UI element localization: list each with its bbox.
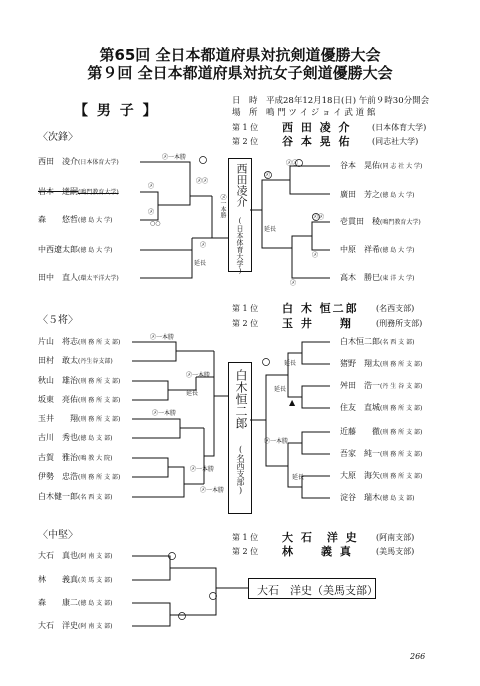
gosho-right-player-5: 近藤 徹(刑 務 所 支 部) — [340, 427, 423, 436]
gosho-mark-ippon2: ㋱一本勝 — [186, 372, 211, 379]
gosho-mark-ippon1: ㋱一本勝 — [150, 334, 175, 341]
gosho-rank1-aff: (名西支部) — [376, 304, 415, 313]
chuken-left-player-1: 大石 真也(阿 南 支 部) — [38, 551, 113, 560]
jiho-right-player-5: 高木 勝巳(東 洋 大 学) — [340, 273, 415, 282]
gosho-left-player-2: 田村 敢太(丹生谷支部) — [38, 356, 113, 365]
gosho-left-player-1: 片山 将志(刑 務 所 支 部) — [38, 337, 121, 346]
jiho-rank2-place: 第 2 位 — [232, 137, 259, 146]
jiho-right-player-2: 廣田 芳之(徳 島 大 学) — [340, 190, 415, 199]
gosho-rank2-aff: (刑務所支部) — [376, 319, 423, 328]
gosho-left-player-9: 白木健一郎(名 西 支 部) — [38, 492, 113, 501]
gosho-winner-aff: (名西支部) — [236, 445, 245, 495]
jiho-right-player-1: 谷本 晃佑(同 志 社 大 学) — [340, 161, 423, 170]
chuken-rank1-name: 大 石 洋 史 — [282, 531, 359, 544]
gosho-right-player-3: 舛田 浩一(丹 生 谷 支 部) — [340, 381, 423, 390]
jiho-right-player-3: 壱貫田 稜(鳴門教育大学) — [340, 217, 421, 226]
gosho-rank1-place: 第 1 位 — [232, 304, 259, 313]
chuken-rank1-place: 第 1 位 — [232, 533, 259, 542]
gosho-left-player-6: 古川 秀也(徳 島 支 部) — [38, 433, 113, 442]
section-label-gosho: 〈５将〉 — [38, 315, 78, 326]
gosho-left-player-4: 坂東 亮佑(刑 務 所 支 部) — [38, 395, 121, 404]
jiho-mark-final-ippon: ㋱一本勝 — [219, 194, 226, 218]
jiho-mark-m4: ㋱ — [148, 209, 155, 216]
jiho-left-player-4: 中西遼太郎(徳 島 大 学) — [38, 245, 113, 254]
gosho-right-player-7: 大原 海矢(刑 務 所 支 部) — [340, 471, 423, 480]
chuken-rank1-aff: (阿南支部) — [376, 533, 415, 542]
gosho-right-player-4: 住友 直城(刑 務 所 支 部) — [340, 403, 423, 412]
gosho-right-bracket — [250, 342, 330, 498]
gender-heading: 【 男 子 】 — [74, 103, 159, 119]
gosho-winner-name: 白木恒二郎 — [234, 369, 248, 429]
jiho-right-player-4: 中原 祥希(徳 島 大 学) — [340, 245, 415, 254]
section-label-chuken: 〈中堅〉 — [38, 530, 78, 541]
event-venue: 場 所 鳴 門 ツ イ ジ ョ イ 武 道 館 — [232, 108, 376, 118]
chuken-rank2-name: 林 義 真 — [282, 545, 353, 558]
gosho-mark-enchou-r1: 延長 — [284, 360, 297, 367]
title-line-2: 第９回 全日本都道府県対抗女子剣道優勝大会 — [87, 64, 393, 82]
gosho-mark-triangle: ▲ — [289, 398, 296, 407]
gosho-left-player-3: 秋山 雄治(刑 務 所 支 部) — [38, 376, 121, 385]
page-number: 266 — [410, 652, 426, 661]
gosho-right-player-1: 白木恒二郎(名 西 支 部) — [340, 337, 415, 346]
jiho-mark-m7: ㋱㋱ — [286, 160, 299, 167]
jiho-rank1-place: 第 1 位 — [232, 123, 259, 132]
jiho-left-player-1: 西田 凌介(日本体育大学) — [38, 157, 119, 166]
jiho-mark-m11: ㋱㋱ — [312, 214, 325, 221]
jiho-mark-m3: ㋱ — [148, 183, 155, 190]
jiho-mark-enchou-right: 延長 — [264, 226, 277, 233]
gosho-mark-ippon3: ㋱一本勝 — [152, 410, 177, 417]
jiho-rank2-aff: (同志社大学) — [372, 137, 419, 146]
gosho-left-bracket — [132, 342, 228, 497]
jiho-mark-m8: ㋱ — [264, 172, 271, 179]
gosho-left-player-5: 玉井 翔(刑 務 所 支 部) — [38, 414, 121, 423]
jiho-right-bracket — [250, 166, 330, 278]
jiho-rank1-name: 西 田 凌 介 — [282, 121, 352, 134]
jiho-mark-m1: ㋱㋱ — [196, 178, 209, 185]
jiho-winner-aff: (日本体育大学) — [236, 217, 244, 275]
chuken-winner-name: 大石 洋史（美馬支部） — [257, 584, 378, 597]
title-line-1: 第65回 全日本都道府県対抗剣道優勝大会 — [99, 46, 381, 64]
jiho-left-player-2: 岩本 達嗣(鳴門教育大学) — [38, 187, 119, 196]
jiho-mark-m12: ○○ — [150, 220, 161, 227]
chuken-rank2-aff: (美馬支部) — [376, 547, 415, 556]
gosho-mark-enchou-r3: 延長 — [292, 474, 305, 481]
jiho-mark-m9: ㋱ — [312, 252, 319, 259]
jiho-mark-enchou-left: 延長 — [194, 260, 207, 267]
jiho-rank2-name: 谷 本 晃 佑 — [282, 135, 352, 148]
jiho-left-player-3: 森 悠哲(徳 島 大 学) — [38, 215, 113, 224]
chuken-left-player-4: 大石 洋史(阿 南 支 部) — [38, 621, 113, 630]
jiho-winner-name: 西田凌介 — [235, 163, 248, 207]
gosho-mark-ippon-final-left: ㋱一本勝 — [200, 487, 225, 494]
gosho-left-player-8: 伊勢 忠浩(刑 務 所 支 部) — [38, 472, 121, 481]
jiho-rank1-aff: (日本体育大学) — [372, 123, 427, 132]
jiho-left-bracket — [140, 162, 228, 278]
jiho-mark-m10: ㋱ — [290, 280, 297, 287]
chuken-rank2-place: 第 2 位 — [232, 547, 259, 556]
section-label-jiho: 〈次鋒〉 — [38, 132, 78, 143]
event-date: 日 時 平成28年12月18日(日) 午前９時30分開会 — [232, 96, 430, 106]
gosho-rank1-name: 白 木 恒二郎 — [282, 302, 359, 315]
gosho-right-player-8: 淀谷 瑞木(徳 島 支 部) — [340, 493, 415, 502]
gosho-right-player-2: 猪野 翔太(刑 務 所 支 部) — [340, 359, 423, 368]
jiho-mark-m5: ㋱ — [200, 242, 207, 249]
gosho-left-player-7: 古賀 雅治(鳴 教 大 院) — [38, 453, 113, 462]
gosho-rank2-name: 玉 井 翔 — [282, 317, 353, 330]
gosho-mark-ippon5: ㋱一本勝 — [264, 438, 289, 445]
chuken-left-player-3: 森 康二(徳 島 支 部) — [38, 598, 113, 607]
gosho-mark-enchou-r2: 延長 — [274, 386, 287, 393]
jiho-left-player-5: 田中 直人(環太平洋大学) — [38, 273, 119, 282]
jiho-mark-ippon: ㋱一本勝 — [162, 154, 187, 161]
gosho-rank2-place: 第 2 位 — [232, 319, 259, 328]
gosho-mark-ippon4: ㋱一本勝 — [190, 466, 215, 473]
chuken-left-player-2: 林 義真(美 馬 支 部) — [38, 575, 113, 584]
gosho-mark-enchou-left: 延長 — [186, 390, 199, 397]
gosho-right-player-6: 吾家 純一(刑 務 所 支 部) — [340, 449, 423, 458]
chuken-left-bracket — [132, 556, 248, 626]
